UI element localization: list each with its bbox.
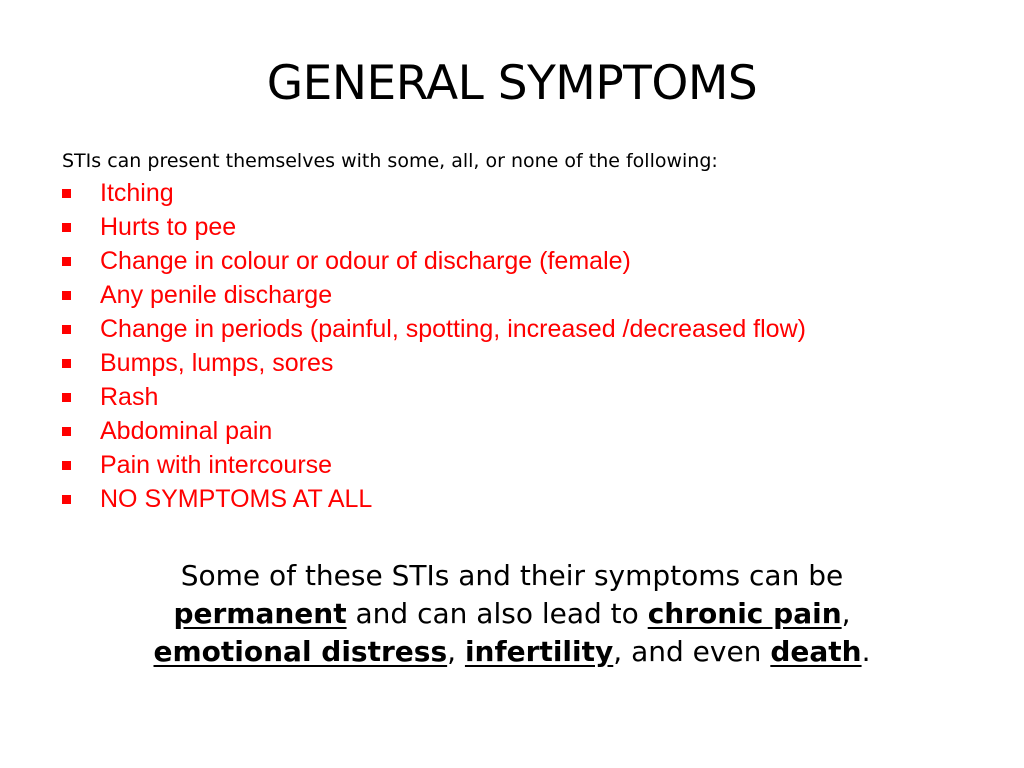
symptom-text: Hurts to pee xyxy=(100,212,237,241)
square-bullet-icon xyxy=(62,393,71,402)
emphasis-infertility: infertility xyxy=(464,635,614,668)
closing-text: and can also lead to xyxy=(346,597,648,630)
slide-title: GENERAL SYMPTOMS xyxy=(266,56,758,111)
symptom-text: NO SYMPTOMS AT ALL xyxy=(100,484,373,513)
list-item xyxy=(62,448,806,482)
symptom-list xyxy=(62,176,806,516)
symptom-text: Change in periods (painful, spotting, increased /decreased flow) xyxy=(100,314,806,343)
list-item xyxy=(62,380,806,414)
closing-text: . xyxy=(861,635,871,668)
closing-text: , xyxy=(447,635,465,668)
emphasis-death: death xyxy=(770,635,862,668)
list-item xyxy=(62,482,806,516)
symptom-text: Bumps, lumps, sores xyxy=(100,348,334,377)
square-bullet-icon xyxy=(62,325,71,334)
symptom-text: Rash xyxy=(100,382,159,411)
emphasis-permanent: permanent xyxy=(173,597,347,630)
symptom-text: Abdominal pain xyxy=(100,416,273,445)
symptom-text: Itching xyxy=(100,178,174,207)
emphasis-emotional-distress: emotional distress xyxy=(153,635,448,668)
list-item xyxy=(62,244,806,278)
symptom-text: Pain with intercourse xyxy=(100,450,333,479)
square-bullet-icon xyxy=(62,495,71,504)
symptom-text: Change in colour or odour of discharge (female) xyxy=(100,246,631,275)
list-item xyxy=(62,414,806,448)
closing-text: Some of these STIs and their symptoms can be xyxy=(180,559,844,592)
list-item xyxy=(62,176,806,210)
closing-statement xyxy=(0,557,1024,671)
emphasis-chronic-pain: chronic pain xyxy=(647,597,842,630)
square-bullet-icon xyxy=(62,359,71,368)
symptom-text: Any penile discharge xyxy=(100,280,333,309)
square-bullet-icon xyxy=(62,461,71,470)
square-bullet-icon xyxy=(62,291,71,300)
list-item xyxy=(62,312,806,346)
intro-text: STIs can present themselves with some, all, or none of the following: xyxy=(62,150,718,172)
list-item xyxy=(62,210,806,244)
list-item xyxy=(62,278,806,312)
list-item xyxy=(62,346,806,380)
square-bullet-icon xyxy=(62,257,71,266)
square-bullet-icon xyxy=(62,223,71,232)
square-bullet-icon xyxy=(62,427,71,436)
closing-text: , and even xyxy=(613,635,771,668)
closing-text: , xyxy=(841,597,851,630)
square-bullet-icon xyxy=(62,189,71,198)
